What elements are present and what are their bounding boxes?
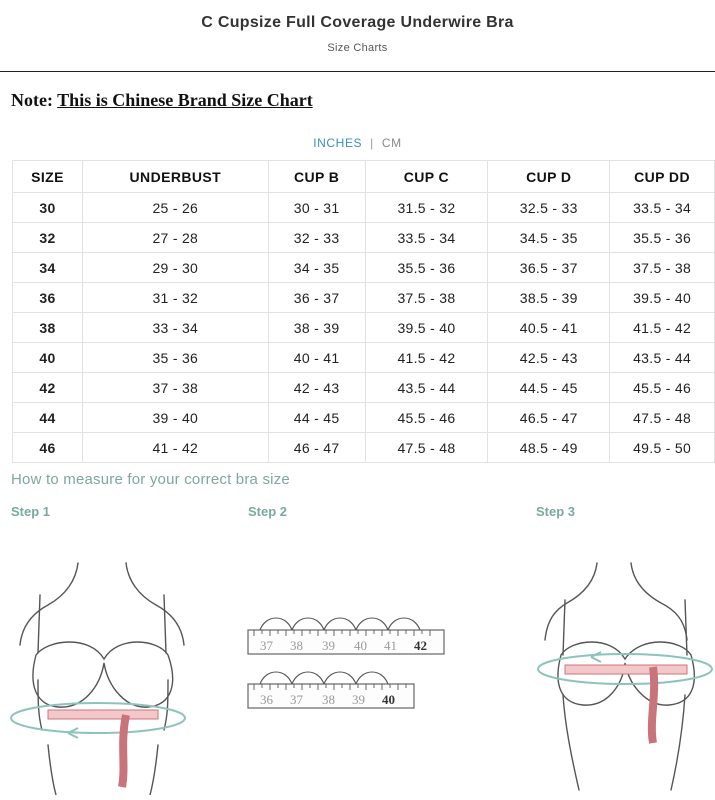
table-cell: 25 - 26 [82, 193, 268, 223]
tape-ruler-top [248, 618, 444, 654]
step-1-label: Step 1 [11, 504, 51, 519]
tape-band [565, 665, 687, 674]
column-header: SIZE [13, 161, 83, 193]
table-cell: 41.5 - 42 [610, 313, 715, 343]
table-cell: 33 - 34 [82, 313, 268, 343]
table-cell: 44 - 45 [268, 403, 365, 433]
size-note [11, 90, 313, 111]
table-cell: 42.5 - 43 [488, 343, 610, 373]
table-cell: 39.5 - 40 [365, 313, 488, 343]
table-cell: 38 [13, 313, 83, 343]
table-cell: 40 [13, 343, 83, 373]
page-header [0, 0, 715, 72]
table-cell: 32 [13, 223, 83, 253]
tape-number: 39 [322, 638, 335, 653]
tape-hanging-end [122, 715, 126, 787]
tape-number: 40 [354, 638, 367, 653]
table-cell: 48.5 - 49 [488, 433, 610, 463]
table-cell: 45.5 - 46 [365, 403, 488, 433]
page-subtitle: Size Charts [327, 42, 388, 54]
step-1-illustration [8, 555, 198, 795]
tape-number: 38 [290, 638, 303, 653]
tape-number: 37 [260, 638, 273, 653]
measure-guide-title: How to measure for your correct bra size [11, 471, 290, 488]
table-cell: 47.5 - 48 [365, 433, 488, 463]
table-row [13, 253, 715, 283]
table-cell: 45.5 - 46 [610, 373, 715, 403]
tape-number: 37 [290, 692, 303, 707]
table-cell: 35.5 - 36 [610, 223, 715, 253]
table-cell: 44 [13, 403, 83, 433]
step-2-illustration [246, 610, 451, 720]
tape-number: 42 [414, 638, 427, 653]
table-cell: 29 - 30 [82, 253, 268, 283]
table-cell: 38.5 - 39 [488, 283, 610, 313]
table-cell: 34 - 35 [268, 253, 365, 283]
table-cell: 49.5 - 50 [610, 433, 715, 463]
table-cell: 36 [13, 283, 83, 313]
arc-icon [260, 672, 292, 684]
ring-arrow-icon [591, 652, 601, 662]
table-cell: 39 - 40 [82, 403, 268, 433]
tape-number: 40 [382, 692, 395, 707]
left-waist-line [48, 745, 56, 795]
table-cell: 42 [13, 373, 83, 403]
left-strap [38, 595, 40, 653]
left-strap [563, 600, 565, 655]
table-cell: 39.5 - 40 [610, 283, 715, 313]
table-row [13, 343, 715, 373]
table-cell: 44.5 - 45 [488, 373, 610, 403]
tape-hanging-end [652, 667, 654, 743]
table-row [13, 403, 715, 433]
right-shoulder-line [631, 563, 687, 640]
arc-icon [292, 672, 324, 684]
tape-number: 36 [260, 692, 273, 707]
step-3-label: Step 3 [536, 504, 576, 519]
product-title: C Cupsize Full Coverage Underwire Bra [201, 14, 514, 31]
table-row [13, 373, 715, 403]
table-cell: 46 [13, 433, 83, 463]
table-cell: 27 - 28 [82, 223, 268, 253]
left-torso-line [563, 695, 579, 790]
right-strap [164, 595, 166, 653]
table-cell: 34 [13, 253, 83, 283]
left-shoulder-line [545, 563, 597, 640]
tape-number: 41 [384, 638, 397, 653]
table-cell: 36 - 37 [268, 283, 365, 313]
table-cell: 40 - 41 [268, 343, 365, 373]
arc-icon [324, 672, 356, 684]
table-cell: 37 - 38 [82, 373, 268, 403]
table-cell: 30 - 31 [268, 193, 365, 223]
table-header-row [13, 161, 715, 193]
arc-icon [356, 618, 388, 630]
table-cell: 40.5 - 41 [488, 313, 610, 343]
tape-number: 38 [322, 692, 335, 707]
table-cell: 33.5 - 34 [365, 223, 488, 253]
table-cell: 46.5 - 47 [488, 403, 610, 433]
table-cell: 41 - 42 [82, 433, 268, 463]
table-cell: 35.5 - 36 [365, 253, 488, 283]
column-header: CUP C [365, 161, 488, 193]
table-row [13, 223, 715, 253]
table-cell: 31.5 - 32 [365, 193, 488, 223]
note-label: Note: [11, 90, 53, 110]
table-cell: 42 - 43 [268, 373, 365, 403]
table-cell: 43.5 - 44 [365, 373, 488, 403]
table-cell: 41.5 - 42 [365, 343, 488, 373]
table-cell: 37.5 - 38 [610, 253, 715, 283]
column-header: CUP DD [610, 161, 715, 193]
column-header: CUP B [268, 161, 365, 193]
right-strap [685, 600, 687, 655]
table-cell: 34.5 - 35 [488, 223, 610, 253]
table-cell: 37.5 - 38 [365, 283, 488, 313]
right-shoulder-line [126, 563, 184, 645]
table-cell: 33.5 - 34 [610, 193, 715, 223]
right-torso-line [164, 680, 168, 730]
arc-icon [356, 672, 388, 684]
table-row [13, 433, 715, 463]
table-cell: 30 [13, 193, 83, 223]
tape-band [48, 710, 158, 719]
left-shoulder-line [20, 563, 78, 645]
table-cell: 36.5 - 37 [488, 253, 610, 283]
unit-cm-button[interactable]: CM [381, 136, 402, 150]
tape-number: 39 [352, 692, 365, 707]
arc-icon [388, 618, 420, 630]
table-cell: 47.5 - 48 [610, 403, 715, 433]
arc-icon [324, 618, 356, 630]
right-torso-line [671, 695, 685, 790]
table-cell: 43.5 - 44 [610, 343, 715, 373]
unit-inches-button[interactable]: INCHES [313, 136, 363, 150]
right-waist-line [150, 745, 158, 795]
column-header: CUP D [488, 161, 610, 193]
unit-separator: | [370, 136, 374, 150]
arc-icon [260, 618, 292, 630]
unit-toggle [0, 136, 715, 150]
table-cell: 35 - 36 [82, 343, 268, 373]
table-cell: 32 - 33 [268, 223, 365, 253]
tape-ruler-bottom [248, 672, 414, 708]
table-cell: 46 - 47 [268, 433, 365, 463]
size-chart-table [12, 160, 715, 463]
step-2-label: Step 2 [248, 504, 288, 519]
left-torso-line [38, 680, 42, 730]
step-3-illustration [535, 555, 715, 795]
bra-cups [33, 642, 173, 707]
arc-icon [292, 618, 324, 630]
table-row [13, 283, 715, 313]
table-row [13, 193, 715, 223]
table-row [13, 313, 715, 343]
table-cell: 31 - 32 [82, 283, 268, 313]
column-header: UNDERBUST [82, 161, 268, 193]
table-cell: 32.5 - 33 [488, 193, 610, 223]
note-text: This is Chinese Brand Size Chart [57, 90, 313, 110]
table-cell: 38 - 39 [268, 313, 365, 343]
